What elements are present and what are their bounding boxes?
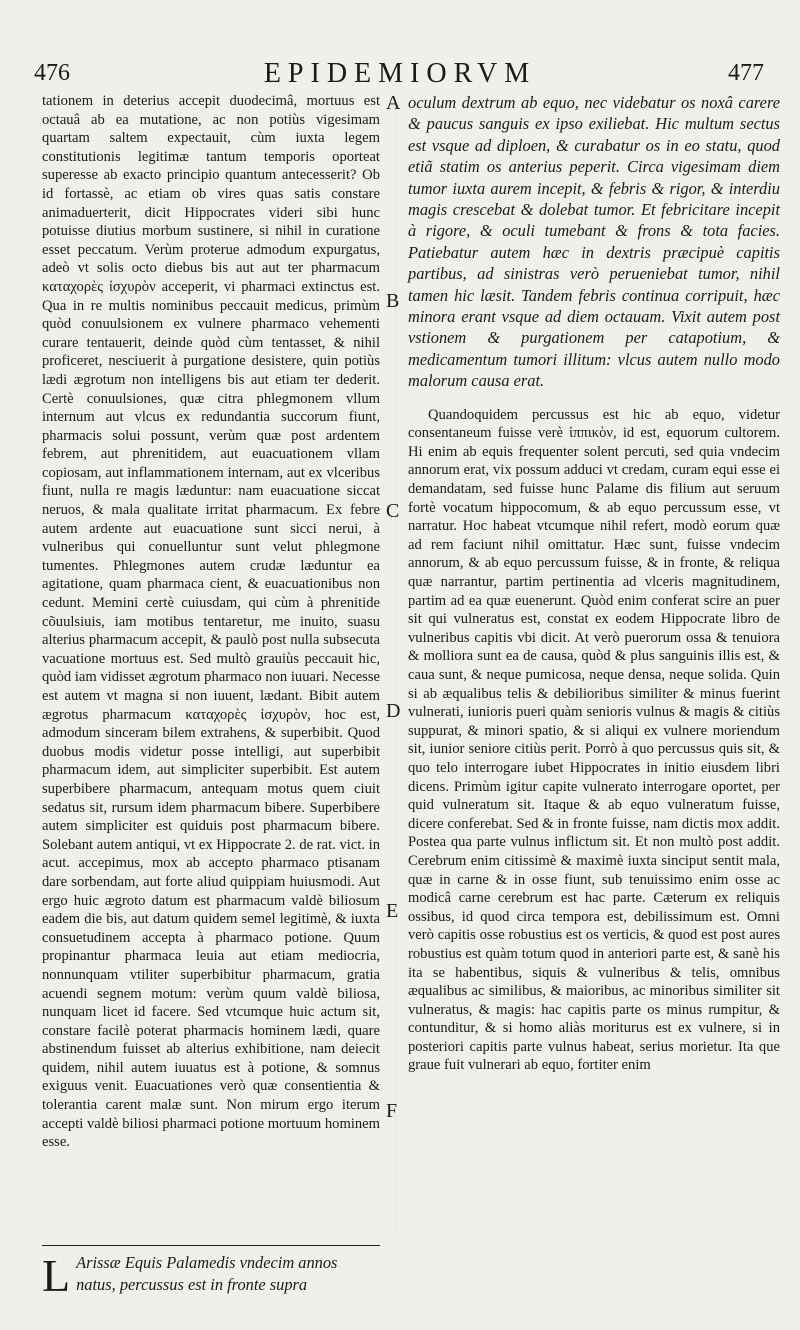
commentary-text: Quandoquidem percussus est hic ab equo, videtur consentaneum fuisse verè ἱππικὸν, id est, equorum cultorem. Hi enim ab equis frequenter solent percuti, sed quia vndecim annorum erat, vix possum adduci vt credam, curam equi esse ei demandatam, sed fuisse hunc Palame dis filium aut seruum fortè vocatum hippocomum, & ab equo percussum esse, vt narratur. Hoc habeat vtcumque nihil refert, modò eorum quæ ad rem faciunt nihil omittatur. Hæc sunt, fuisse vndecim annorum, & ab equo percussum fuisse, & in fronte, & reliqua quæ narrantur, partim pertinentia ad vlceris magnitudinem, partim ad ea quæ euenerunt. Quòd enim conferat scire an puer sit qui vulneratus est, constat ex eodem Hippocrate libro de vulneribus capitis vbi dicit. At verò puerorum ossa & tenuiora & molliora sunt ea de causa, quòd & plus sanguinis illis est, & caua sunt, & neque pumicosa, neque densa, neque solida. Quin si ab æqualibus telis & debilioribus similiter & minus fuerint vulnerati, iunioris pueri quàm senioris vulnus & magis & citiùs suppurat, & minori spatio, & si aliqui ex vulnere moriendum sit, iunior seniore citiùs perit. Porrò à quo percussus quis sit, & quo telo interrogare iubet Hippocrates in initio eiusdem libri dicens. Primùm igitur capite vulnerato interrogare oportet, per quid vulneratum sit. Itaque & ab equo vulneratum fuisse, dicere conferebat. Sed & in fronte fuisse, nam dictis mox addit. Postea qua parte vulnus inflictum sit. Et non multò post addit. Cerebrum enim citissimè & maximè iuxta sinciput sentit mala, quæ in carne & in osse fiunt, sub tenuissimo enim osse ac modicâ carne cerebrum est hac parte. Cæterum ex reliquis ossibus, id quod circa tempora est, debilissimum est. Omni verò capitis osse robustius est os verticis, & quod est post aures robustius est quàm totum quod in anteriori parte est, & sanè his ita se habentibus, siquis & vulneribus & telis, omnibus æqualibus ac similibus, & maioribus, ac minoribus similiter sit vulneratus, & magis: hac capitis parte os minus rumpitur, & contunditur, & si homo aliàs moriturus est ex vulnere, si in posteriori capitis parte vulnus habeat, serius morietur. Ita que graue fuit vulnerari ab equo, fortiter enim <box>408 406 780 1074</box>
drop-cap-initial: L <box>42 1250 71 1301</box>
section-rule <box>42 1245 380 1246</box>
margin-letter-a: A <box>386 92 401 114</box>
gutter-divider <box>395 95 396 1235</box>
left-page-number: 476 <box>34 60 70 86</box>
running-header <box>0 58 800 90</box>
left-column <box>42 92 380 1152</box>
left-column-text: tationem in deterius accepit duodecimâ, mortuus est octauâ ab ea mutatione, ac non potiùs vigesimam quartam saltem expectauit, cùm iuxta legem constitutionis legitimæ tantum temporis oporteat superesse ab exacto principio quantum antecesserit? Ob id fortassè, ac etiam ob vires quas satis constare animaduerterit, dicit Hippocrates videri sibi hunc potuisse diutius morbum sustinere, si nihil in curatione esset peccatum. Verùm proterue admodum expurgatus, adeò vt solis octo diebus bis aut aut ter pharmacum καταχορὲς ἰσχυρὸν acceperit, vi pharmaci extinctus est. Qua in re multis nominibus peccauit medicus, primùm quòd conuulsionem ex vulnere pharmaco vehementi curare tentauerit, deinde quòd cùm tentasset, & nihil proficeret, nesciuerit à purgatione desistere, quin potiùs lædi ægrotum non intelligens bis aut etiam ter dederit. Certè conuulsiones, quæ citra phlegmonem vllum internum aut vlcus ex redundantia succorum fiunt, pharmacis solui possunt, verùm quæ post ardentem febrem, aut phrenitidem, aut euacuationem vllam copiosam, aut inflammationem internam, aut ex vlceribus fiunt, nulla re magis læduntur: nam euacuatione siccat neruos, & mala qualitate irritat pharmacum. Ex febre autem ardente aut euacuatione sunt sicci nerui, à vulneribus qui conuelluntur sunt velut phlegmone tumentes. Phlegmones autem crudæ læduntur ea agitatione, quam pharmaca cient, & euacuationibus non cedunt. Memini certè cuiusdam, qui cùm à phrenitide cõuulsiuis, iam motibus tentaretur, me inuito, suasu alterius pharmacum accepit, & paulò post nulla subsecuta vacuatione mortuus est. Sed multò grauiùs peccauit hic, quòd iam vidisset ægrotum pharmaco non iuuari. Necesse est autem vt magna si non iuuent, lædant. Bibit autem ægrotus pharmacum καταχορὲς ἰσχυρὸν, hoc est, admodum sinceram bilem extrahens, & superbibit. Quod duobus modis videtur posse intelligi, aut superbibit pharmacum idem, aut simpliciter superbibit. Est autem superbibere pharmacum, antequam motus quem ciuit sedatus sit, rursum idem pharmacum bibere. Superbibere autem simpliciter est quiduis post pharmacum bibere. Solebant autem antiqui, vt ex Hippocrate 2. de rat. vict. in acut. accepimus, mox ab accepto pharmaco ptisanam dare sorbendam, aut forte aliud quippiam huiusmodi. Aut ergo huic ægroto datum est pharmacum valdè biliosum eadem die bis, aut datum quidem semel legitimè, & iuxta consuetudinem accepta à pharmaco potione. Quum propinantur pharmaca leuia aut etiam mediocria, nonnunquam vtiliter superbibitur pharmacum, gratia acuendi segnem motum: verùm quum valdè biliosa, nunquam licet id facere. Sed vtcumque huic actum sit, constare facilè poterat pharmacis hominem lædi, quare abstinendum fuisset ab alterius exhibitione, nam deiecit quidem, nihil autem iuuatus est à potione, & somnus exiguus venit. Euacuationes verò quæ consentientia & tolerantia carent malæ sunt. Non mirum ergo iterum accepti valdè biliosi pharmaci potione mortuum hominem esse. <box>42 93 381 1151</box>
right-page-number: 477 <box>728 60 764 86</box>
case-text-start <box>42 1250 380 1301</box>
margin-letter-e: E <box>386 900 399 922</box>
case-text-continued: oculum dextrum ab equo, nec videbatur os noxâ carere & paucus sanguis ex ipso exiliebat. Hic multum sectus est vsque ad diploen, & curabatur os in eo statu, quod etiã statim os anterius peperit. Circa vigesimam diem tumor iuxta aurem incepit, & febris & rigor, & interdiu magis crescebat & dolebat tumor. Et febricitare incepit à rigore, & oculi tumebant & frons & tota facies. Patiebatur autem hæc in dextris præcipuè capitis partibus, ad sinistras verò perueniebat tumor, nihil tamen hic læsit. Tandem febris continua corripuit, hæc minora erant vsque ad diem octauam. Vixit autem post vstionem & purgationem per catapotium, & medicamentum tumori illitum: vlcus autem nullo modo malorum causa erat. <box>408 93 780 391</box>
case-text-opening: Arissæ Equis Palamedis vndecim annos natus, percussus est in fronte supra <box>76 1253 338 1294</box>
margin-letter-b: B <box>386 290 400 312</box>
running-title: EPIDEMIORVM <box>263 58 537 89</box>
margin-letter-c: C <box>386 500 400 522</box>
margin-letter-d: D <box>386 700 401 722</box>
margin-letter-f: F <box>386 1100 398 1122</box>
right-column <box>408 92 780 1075</box>
